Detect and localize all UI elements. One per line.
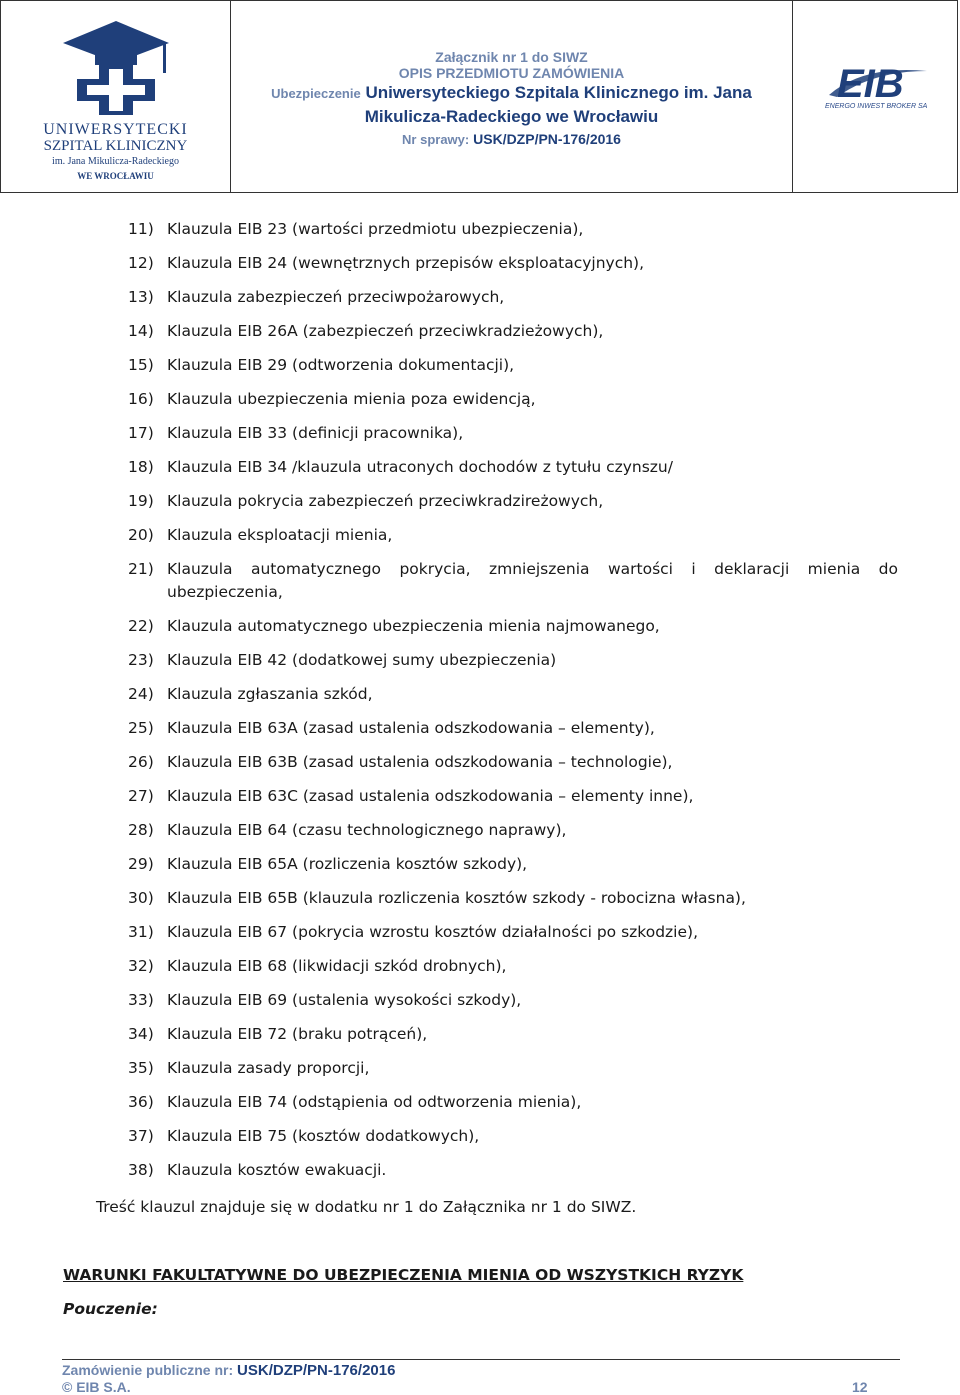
hospital-logo-cell <box>1 1 231 192</box>
list-item <box>128 286 898 309</box>
list-item <box>128 524 898 547</box>
instruction-heading: Pouczenie: <box>63 1300 158 1318</box>
list-item-number: 21) <box>128 560 154 578</box>
list-item-number: 36) <box>128 1093 154 1111</box>
list-item-text: Klauzula EIB 29 (odtworzenia dokumentacji), <box>167 356 515 374</box>
footer-copyright: © EIB S.A. <box>62 1379 131 1395</box>
list-item <box>128 717 898 740</box>
list-item-text: Klauzula EIB 75 (kosztów dodatkowych), <box>167 1127 480 1145</box>
list-item-text: Klauzula EIB 67 (pokrycia wzrostu kosztów działalności po szkodzie), <box>167 923 699 941</box>
eib-logo-icon <box>823 57 933 107</box>
list-item-number: 32) <box>128 957 154 975</box>
list-item-text: Klauzula automatycznego pokrycia, zmniejszenia wartości i deklaracji mienia do ubezpieczenia, <box>167 560 898 601</box>
case-number-label: Nr sprawy: <box>402 132 470 147</box>
list-item <box>128 354 898 377</box>
footer-procurement-code: USK/DZP/PN-176/2016 <box>237 1362 396 1379</box>
list-item-number: 24) <box>128 685 154 703</box>
list-item <box>128 1057 898 1080</box>
list-item-number: 12) <box>128 254 154 272</box>
list-item-number: 28) <box>128 821 154 839</box>
list-item-number: 34) <box>128 1025 154 1043</box>
case-number-value: USK/DZP/PN-176/2016 <box>473 131 621 147</box>
list-item-text: Klauzula eksploatacji mienia, <box>167 526 393 544</box>
list-item-text: Klauzula pokrycia zabezpieczeń przeciwkradzireżowych, <box>167 492 604 510</box>
list-item <box>128 683 898 706</box>
list-item-number: 31) <box>128 923 154 941</box>
list-item-number: 35) <box>128 1059 154 1077</box>
list-item-text: Klauzula EIB 72 (braku potrąceń), <box>167 1025 428 1043</box>
list-item-text: Klauzula EIB 64 (czasu technologicznego naprawy), <box>167 821 567 839</box>
hospital-logo-line4: WE WROCŁAWIU <box>77 171 154 181</box>
list-item-text: Klauzula EIB 24 (wewnętrznych przepisów eksploatacyjnych), <box>167 254 645 272</box>
attachment-label: Załącznik nr 1 do SIWZ <box>435 49 588 65</box>
footer-procurement-number <box>62 1362 395 1379</box>
list-item <box>128 887 898 910</box>
list-item-number: 15) <box>128 356 154 374</box>
eib-logo-mark: EIB <box>837 62 904 106</box>
footer-divider <box>62 1359 900 1360</box>
list-item-number: 20) <box>128 526 154 544</box>
list-item-text: Klauzula EIB 34 /klauzula utraconych dochodów z tytułu czynszu/ <box>167 458 673 476</box>
list-item-number: 17) <box>128 424 154 442</box>
list-item-number: 19) <box>128 492 154 510</box>
hospital-logo-line2: SZPITAL KLINICZNY <box>43 138 188 154</box>
list-item-number: 11) <box>128 220 154 238</box>
list-item-text: Klauzula ubezpieczenia mienia poza ewidencją, <box>167 390 536 408</box>
list-item-number: 23) <box>128 651 154 669</box>
list-item <box>128 1125 898 1148</box>
list-item <box>128 1023 898 1046</box>
list-item <box>128 1091 898 1114</box>
insurance-title-line2: Mikulicza-Radeckiego we Wrocławiu <box>364 107 659 126</box>
insurance-title-line1 <box>231 83 792 103</box>
list-item-number: 38) <box>128 1161 154 1179</box>
list-item <box>128 649 898 672</box>
document-header <box>0 0 958 193</box>
list-item <box>128 751 898 774</box>
list-item-number: 30) <box>128 889 154 907</box>
clause-list <box>128 218 898 1193</box>
list-item <box>128 456 898 479</box>
case-number <box>231 131 792 147</box>
list-item-text: Klauzula EIB 33 (definicji pracownika), <box>167 424 464 442</box>
subject-description-label: OPIS PRZEDMIOTU ZAMÓWIENIA <box>398 65 625 81</box>
list-item <box>128 490 898 513</box>
list-item <box>128 921 898 944</box>
list-item-text: Klauzula EIB 69 (ustalenia wysokości szkody), <box>167 991 522 1009</box>
list-item <box>128 615 898 638</box>
hospital-logo-line3: im. Jana Mikulicza-Radeckiego <box>52 156 179 167</box>
list-item-number: 33) <box>128 991 154 1009</box>
list-item-text: Klauzula EIB 65A (rozliczenia kosztów szkody), <box>167 855 528 873</box>
list-item <box>128 1159 898 1182</box>
clause-note: Treść klauzul znajduje się w dodatku nr 1 do Załącznika nr 1 do SIWZ. <box>96 1198 637 1216</box>
list-item-text: Klauzula EIB 63B (zasad ustalenia odszkodowania – technologie), <box>167 753 673 771</box>
list-item <box>128 853 898 876</box>
list-item <box>128 558 898 604</box>
list-item-text: Klauzula EIB 68 (likwidacji szkód drobnych), <box>167 957 507 975</box>
list-item <box>128 320 898 343</box>
list-item <box>128 388 898 411</box>
header-title-cell <box>231 1 793 192</box>
list-item <box>128 955 898 978</box>
list-item-number: 14) <box>128 322 154 340</box>
list-item <box>128 785 898 808</box>
list-item-text: Klauzula zabezpieczeń przeciwpożarowych, <box>167 288 505 306</box>
graduation-cap-cross-icon <box>43 19 189 119</box>
list-item-text: Klauzula zasady proporcji, <box>167 1059 370 1077</box>
list-item-number: 16) <box>128 390 154 408</box>
list-item-number: 13) <box>128 288 154 306</box>
list-item-number: 29) <box>128 855 154 873</box>
page-number: 12 <box>852 1379 868 1395</box>
list-item-text: Klauzula EIB 23 (wartości przedmiotu ubezpieczenia), <box>167 220 584 238</box>
list-item-text: Klauzula EIB 26A (zabezpieczeń przeciwkradzieżowych), <box>167 322 604 340</box>
list-item-text: Klauzula EIB 65B (klauzula rozliczenia kosztów szkody - robocizna własna), <box>167 889 746 907</box>
list-item-number: 18) <box>128 458 154 476</box>
list-item-number: 22) <box>128 617 154 635</box>
list-item-number: 37) <box>128 1127 154 1145</box>
list-item-text: Klauzula EIB 63C (zasad ustalenia odszkodowania – elementy inne), <box>167 787 694 805</box>
list-item <box>128 218 898 241</box>
list-item-text: Klauzula automatycznego ubezpieczenia mienia najmowanego, <box>167 617 660 635</box>
insurance-hospital-name: Uniwersyteckiego Szpitala Klinicznego im. Jana <box>365 83 752 102</box>
list-item-text: Klauzula zgłaszania szkód, <box>167 685 373 703</box>
list-item <box>128 252 898 275</box>
list-item-text: Klauzula EIB 42 (dodatkowej sumy ubezpieczenia) <box>167 651 557 669</box>
broker-subtitle: ENERGO INWEST BROKER SA <box>825 103 928 110</box>
list-item-text: Klauzula EIB 63A (zasad ustalenia odszkodowania – elementy), <box>167 719 655 737</box>
list-item-number: 27) <box>128 787 154 805</box>
list-item-number: 26) <box>128 753 154 771</box>
footer-procurement-label: Zamówienie publiczne nr: <box>62 1362 234 1378</box>
list-item-text: Klauzula kosztów ewakuacji. <box>167 1161 387 1179</box>
insurance-prefix: Ubezpieczenie <box>271 86 361 101</box>
list-item-text: Klauzula EIB 74 (odstąpienia od odtworzenia mienia), <box>167 1093 582 1111</box>
broker-logo-cell <box>793 1 957 192</box>
list-item-number: 25) <box>128 719 154 737</box>
list-item <box>128 819 898 842</box>
hospital-logo-line1: UNIWERSYTECKI <box>43 121 188 138</box>
section-title: WARUNKI FAKULTATYWNE DO UBEZPIECZENIA MIENIA OD WSZYSTKICH RYZYK <box>63 1266 744 1284</box>
list-item <box>128 422 898 445</box>
list-item <box>128 989 898 1012</box>
